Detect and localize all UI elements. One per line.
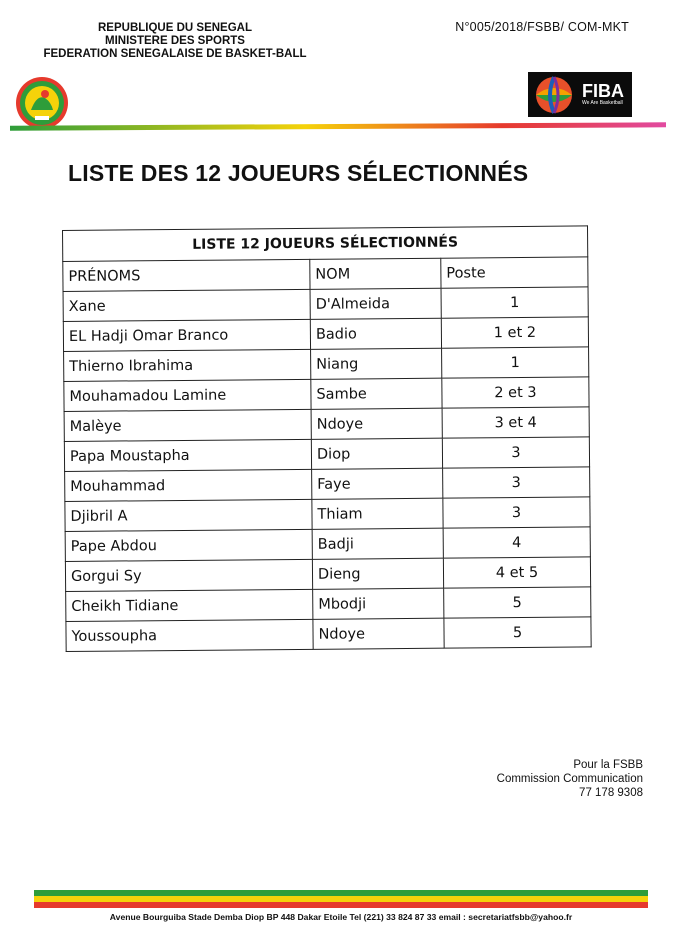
table-row (65, 527, 590, 562)
signature-line-fsbb: Pour la FSBB (573, 759, 643, 771)
table-row (63, 287, 588, 322)
player-position: 3 et 4 (442, 407, 589, 438)
player-first-name: Malèye (64, 409, 311, 441)
player-position: 1 (442, 347, 589, 378)
player-position: 5 (444, 587, 591, 618)
footer-divider (34, 890, 648, 908)
player-position: 1 (441, 287, 588, 318)
player-first-name: Mouhamadou Lamine (64, 379, 311, 411)
player-position: 3 (442, 437, 589, 468)
player-first-name: Xane (63, 289, 310, 321)
fiba-logo (528, 72, 632, 117)
player-last-name: Mbodji (313, 588, 444, 619)
player-last-name: Diop (311, 438, 442, 469)
column-header-poste: Poste (441, 257, 588, 288)
table-row (65, 467, 590, 502)
table-row (66, 587, 591, 622)
player-last-name: Sambe (311, 378, 442, 409)
fiba-logo-text: FIBA (582, 81, 624, 101)
table-row (64, 347, 589, 382)
header-divider (10, 122, 666, 130)
signature-block (497, 758, 643, 800)
table-row (65, 557, 590, 592)
column-header-prenoms: PRÉNOMS (63, 259, 310, 291)
signature-line-commission: Commission Communication (496, 773, 643, 785)
player-first-name: Mouhammad (65, 469, 312, 501)
players-table-container (62, 225, 592, 652)
fsbb-seal-icon (15, 76, 69, 130)
player-first-name: EL Hadji Omar Branco (63, 319, 310, 351)
table-caption: LISTE 12 JOUEURS SÉLECTIONNÉS (63, 226, 588, 262)
table-row (64, 407, 589, 442)
org-line-republic: REPUBLIQUE DU SENEGAL (98, 22, 252, 34)
table-row (64, 377, 589, 412)
player-position: 4 (443, 527, 590, 558)
player-first-name: Papa Moustapha (64, 439, 311, 471)
fiba-tagline: We Are Basketball (582, 100, 623, 106)
player-first-name: Pape Abdou (65, 529, 312, 561)
table-header-row (63, 257, 588, 292)
letterhead-organization (30, 22, 320, 61)
player-first-name: Thierno Ibrahima (64, 349, 311, 381)
player-first-name: Youssoupha (66, 619, 313, 651)
signature-line-phone: 77 178 9308 (579, 787, 643, 799)
player-last-name: D'Almeida (310, 288, 441, 319)
footer-address: Avenue Bourguiba Stade Demba Diop BP 448 Dakar Etoile Tel (221) 33 824 87 33 email : secretariatfsbb@yahoo.fr (109, 912, 573, 922)
player-last-name: Dieng (312, 558, 443, 589)
table-row (66, 617, 591, 652)
table-row (64, 437, 589, 472)
player-position: 3 (443, 497, 590, 528)
player-position: 2 et 3 (442, 377, 589, 408)
page-title: LISTE DES 12 JOUEURS SÉLECTIONNÉS (68, 160, 529, 186)
player-first-name: Cheikh Tidiane (66, 589, 313, 621)
player-position: 5 (444, 617, 591, 648)
player-last-name: Badji (312, 528, 443, 559)
player-position: 1 et 2 (441, 317, 588, 348)
fiba-wordmark (582, 82, 624, 107)
players-table (62, 225, 592, 652)
player-last-name: Thiam (312, 498, 443, 529)
player-first-name: Gorgui Sy (65, 559, 312, 591)
fiba-basketball-icon (532, 75, 576, 115)
table-row (65, 497, 590, 532)
player-last-name: Ndoye (311, 408, 442, 439)
table-row (63, 317, 588, 352)
player-first-name: Djibril A (65, 499, 312, 531)
player-last-name: Faye (312, 468, 443, 499)
org-line-ministry: MINISTERE DES SPORTS (105, 35, 245, 47)
org-line-federation: FEDERATION SENEGALAISE DE BASKET-BALL (43, 48, 307, 60)
player-position: 3 (443, 467, 590, 498)
player-position: 4 et 5 (443, 557, 590, 588)
player-last-name: Badio (310, 318, 441, 349)
column-header-nom: NOM (310, 258, 441, 289)
document-reference: N°005/2018/FSBB/ COM-MKT (455, 20, 629, 34)
player-last-name: Niang (311, 348, 442, 379)
player-last-name: Ndoye (313, 618, 444, 649)
